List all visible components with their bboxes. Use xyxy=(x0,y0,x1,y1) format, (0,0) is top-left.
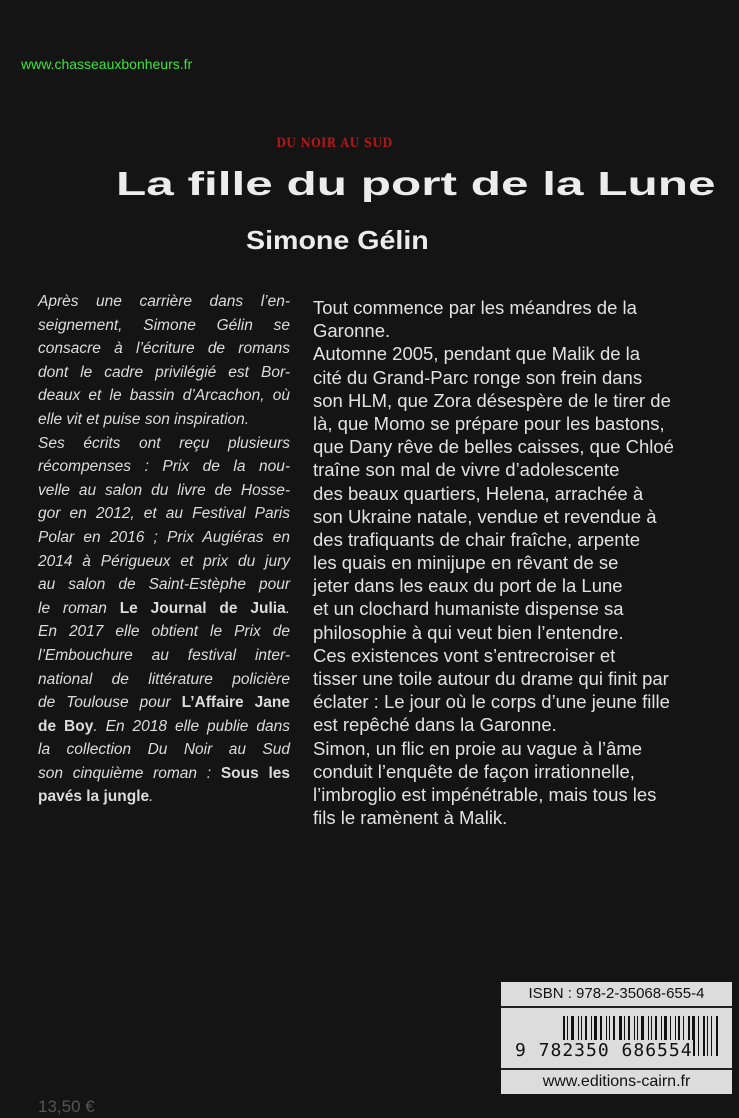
book-title-mention: pavés la jungle xyxy=(38,788,150,806)
isbn-text: ISBN : 978-2-35068-655-4 xyxy=(501,982,732,1008)
summary-line: et un clochard humaniste dispense sa xyxy=(313,598,624,620)
summary-line: Simon, un flic en proie au vague à l’âme xyxy=(313,737,643,759)
summary-line: son Ukraine natale, vendue et revendue à xyxy=(313,505,657,527)
summary-line: Tout commence par les méandres de la xyxy=(313,297,637,318)
barcode-bar xyxy=(692,1016,695,1056)
summary-line: Ces existences vont s’entrecroiser et xyxy=(313,644,616,666)
bio-text: l’Embouchure au festival inter- xyxy=(38,646,290,664)
bio-text: Après une carrière dans l’en- xyxy=(38,293,290,310)
bio-line xyxy=(38,384,290,408)
summary-line: que Dany rêve de belles caisses, que Chloé xyxy=(313,436,674,458)
book-title-mention: Le Journal de Julia xyxy=(119,599,286,617)
bio-line xyxy=(38,550,290,574)
series-label: DU NOIR AU SUD xyxy=(276,136,393,151)
bio-line xyxy=(38,644,290,668)
bio-text: Polar en 2016 ; Prix Augiéras en xyxy=(38,528,290,546)
book-title-mention: Sous les xyxy=(220,764,291,782)
summary-line: les quais en minijupe en rêvant de se xyxy=(313,552,619,574)
summary-line: tisser une toile autour du drame qui finit par xyxy=(313,668,669,689)
barcode-number: 9 782350 686554 xyxy=(515,1040,693,1061)
bio-line xyxy=(38,785,290,809)
bio-line xyxy=(38,455,290,479)
summary-line: Automne 2005, pendant que Malik de la xyxy=(313,343,641,365)
summary-line: conduit l’enquête de façon irrationnelle, xyxy=(313,760,635,782)
bio-text: gor en 2012, et au Festival Paris xyxy=(38,505,290,523)
bio-text: son cinquième roman : xyxy=(38,764,221,782)
book-title: La fille du port de la Lune xyxy=(116,165,716,202)
bio-text: . En 2018 elle publie dans xyxy=(93,717,290,735)
barcode xyxy=(501,1008,732,1070)
bio-line xyxy=(38,408,290,432)
bio-line xyxy=(38,337,290,361)
barcode-bar xyxy=(703,1016,705,1056)
barcode-bar xyxy=(711,1016,712,1056)
bio-line xyxy=(38,738,290,762)
publisher-website: www.editions-cairn.fr xyxy=(542,1073,691,1090)
bio-text: au salon de Saint-Estèphe pour xyxy=(38,576,290,594)
bio-line xyxy=(38,573,290,597)
bio-text: consacre à l’écriture de romans xyxy=(38,340,290,358)
summary-line: philosophie à qui veut bien l’entendre. xyxy=(313,621,624,643)
bio-text: 2014 à Périgueux et prix du jury xyxy=(38,552,290,570)
bio-text: velle au salon du livre de Hosse- xyxy=(38,481,290,499)
bio-text: la collection Du Noir au Sud xyxy=(38,741,290,759)
bio-line xyxy=(38,715,290,739)
bio-line xyxy=(38,361,290,385)
bio-text: de Toulouse pour xyxy=(38,694,182,712)
barcode-bar xyxy=(698,1016,699,1056)
summary-line: des trafiquants de chair fraîche, arpente xyxy=(313,528,641,550)
book-summary xyxy=(313,296,723,829)
barcode-bar xyxy=(716,1016,718,1056)
summary-line: son HLM, que Zora désespère de le tirer de xyxy=(313,389,671,411)
summary-line: jeter dans les eaux du port de la Lune xyxy=(313,575,623,597)
summary-line: là, que Momo se prépare pour les bastons, xyxy=(313,412,665,434)
watermark-url: www.chasseauxbonheurs.fr xyxy=(21,56,193,72)
bio-text: elle vit et puise son inspiration. xyxy=(38,410,250,428)
book-title-mention: L’Affaire Jane xyxy=(181,694,290,712)
bio-line xyxy=(38,762,290,786)
bio-line xyxy=(38,432,290,456)
bio-line xyxy=(38,502,290,526)
summary-line: des beaux quartiers, Helena, arrachée à xyxy=(313,482,644,504)
summary-line: fils le ramènent à Malik. xyxy=(313,807,508,829)
bio-line xyxy=(38,526,290,550)
bio-text: dont le cadre privilégié est Bor- xyxy=(38,363,290,381)
bio-text: récompenses : Prix de la nou- xyxy=(38,458,290,476)
summary-line: Garonne. xyxy=(313,320,391,342)
book-title-mention: de Boy xyxy=(38,717,94,735)
bio-text: Ses écrits ont reçu plusieurs xyxy=(38,434,290,452)
bio-line xyxy=(38,668,290,692)
author-name: Simone Gélin xyxy=(246,225,429,255)
summary-line: cité du Grand-Parc ronge son frein dans xyxy=(313,366,643,388)
bio-line xyxy=(38,314,290,338)
bio-line xyxy=(38,620,290,644)
bio-line xyxy=(38,479,290,503)
bio-line xyxy=(38,691,290,715)
price: 13,50 € xyxy=(38,1097,95,1116)
bio-line xyxy=(38,290,290,314)
barcode-bar xyxy=(707,1016,708,1056)
series-name xyxy=(0,134,739,152)
summary-line: éclater : Le jour où le corps d’une jeune fille xyxy=(313,691,670,713)
bio-text: le roman xyxy=(38,599,120,617)
bio-line xyxy=(38,597,290,621)
bio-text: . xyxy=(285,599,290,617)
isbn-label-box xyxy=(501,982,732,1094)
bio-text: . xyxy=(149,788,154,806)
summary-line: traîne son mal de vivre d’adolescente xyxy=(313,459,620,481)
author-biography xyxy=(38,290,290,809)
summary-line: l’imbroglio est impénétrable, mais tous les xyxy=(313,783,657,805)
bio-text: seignement, Simone Gélin se xyxy=(38,316,290,334)
summary-line: est repêché dans la Garonne. xyxy=(313,714,557,736)
bio-text: En 2017 elle obtient le Prix de xyxy=(38,623,290,641)
bio-text: deaux et le bassin d’Arcachon, où xyxy=(38,387,290,405)
bio-text: national de littérature policière xyxy=(38,670,290,688)
